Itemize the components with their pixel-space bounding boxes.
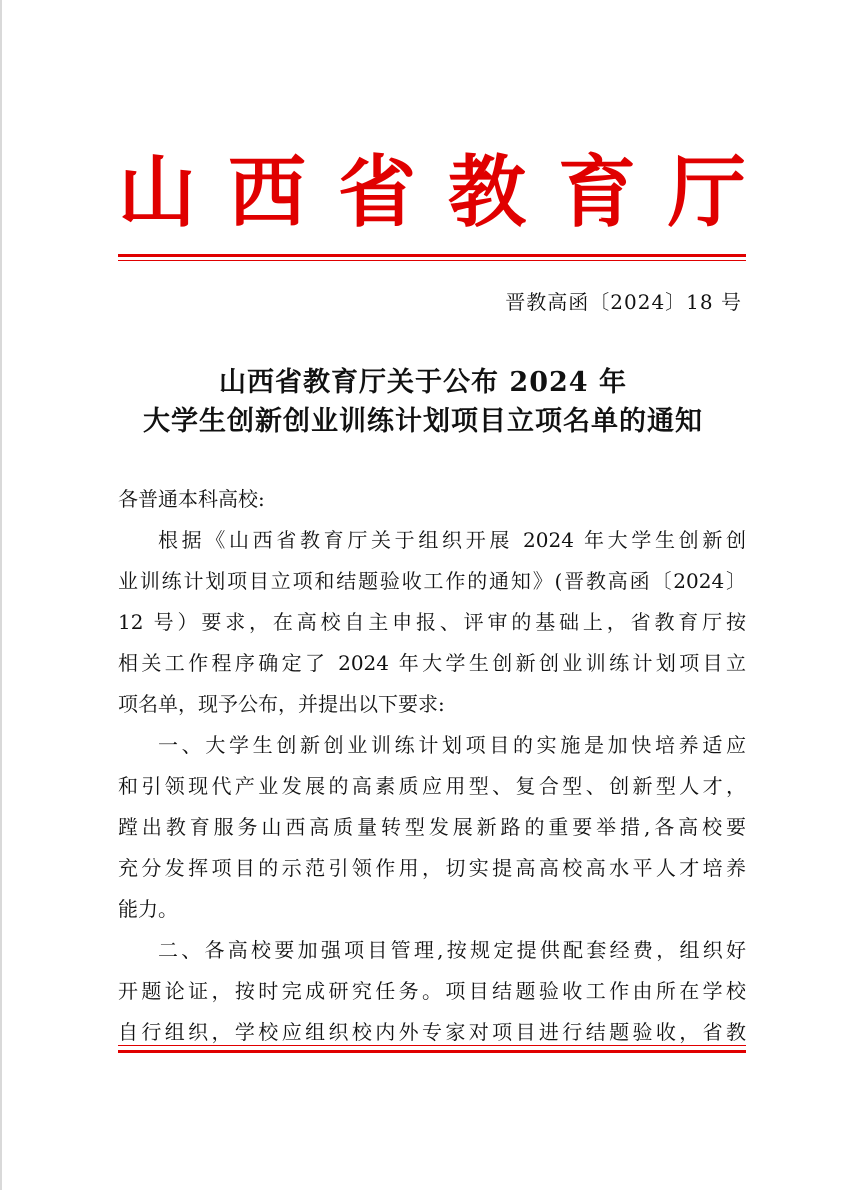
footer-rule-thin xyxy=(118,1045,746,1046)
header-char: 教 xyxy=(447,147,526,238)
document-title-line-1: 山西省教育厅关于公布 2024 年 xyxy=(219,367,627,398)
paragraph-line: 根据《山西省教育厅关于组织开展 2024 年大学生创新创 xyxy=(158,528,746,552)
paragraph-line: 二、各高校要加强项目管理,按规定提供配套经费，组织好 xyxy=(158,938,746,962)
header-char: 厅 xyxy=(667,147,746,238)
addressee: 各普通本科高校: xyxy=(118,487,265,511)
header-char: 育 xyxy=(557,147,636,238)
header-char: 山 xyxy=(118,147,197,238)
paragraph-line: 开题论证，按时完成研究任务。项目结题验收工作由所在学校 xyxy=(118,979,746,1003)
paragraph-line: 12 号）要求，在高校自主申报、评审的基础上，省教育厅按 xyxy=(118,610,746,634)
paragraph-line: 一、大学生创新创业训练计划项目的实施是加快培养适应 xyxy=(158,733,746,757)
paragraph-line: 充分发挥项目的示范引领作用，切实提高高校高水平人才培养 xyxy=(118,856,746,880)
header-char: 省 xyxy=(337,147,416,238)
paragraph-line: 自行组织，学校应组织校内外专家对项目进行结题验收，省教 xyxy=(118,1020,746,1044)
document-number: 晋教高函〔2024〕18 号 xyxy=(505,290,742,314)
paragraph-line: 相关工作程序确定了 2024 年大学生创新创业训练计划项目立 xyxy=(118,651,746,675)
issuing-authority-header xyxy=(118,148,746,238)
paragraph-line: 蹚出教育服务山西高质量转型发展新路的重要举措,各高校要 xyxy=(118,815,746,839)
paragraph-line: 和引领现代产业发展的高素质应用型、复合型、创新型人才， xyxy=(118,774,746,798)
document-title-line-2: 大学生创新创业训练计划项目立项名单的通知 xyxy=(143,406,703,437)
paragraph-line: 能力。 xyxy=(118,897,178,921)
header-rule-thin xyxy=(118,260,746,261)
paragraph-line: 项名单，现予公布，并提出以下要求: xyxy=(118,692,445,716)
paragraph-line: 业训练计划项目立项和结题验收工作的通知》(晋教高函〔2024〕 xyxy=(118,569,746,593)
page-edge xyxy=(0,0,2,1190)
header-rule-thick xyxy=(118,254,746,257)
header-char: 西 xyxy=(227,147,306,238)
footer-rule-thick xyxy=(118,1050,746,1053)
